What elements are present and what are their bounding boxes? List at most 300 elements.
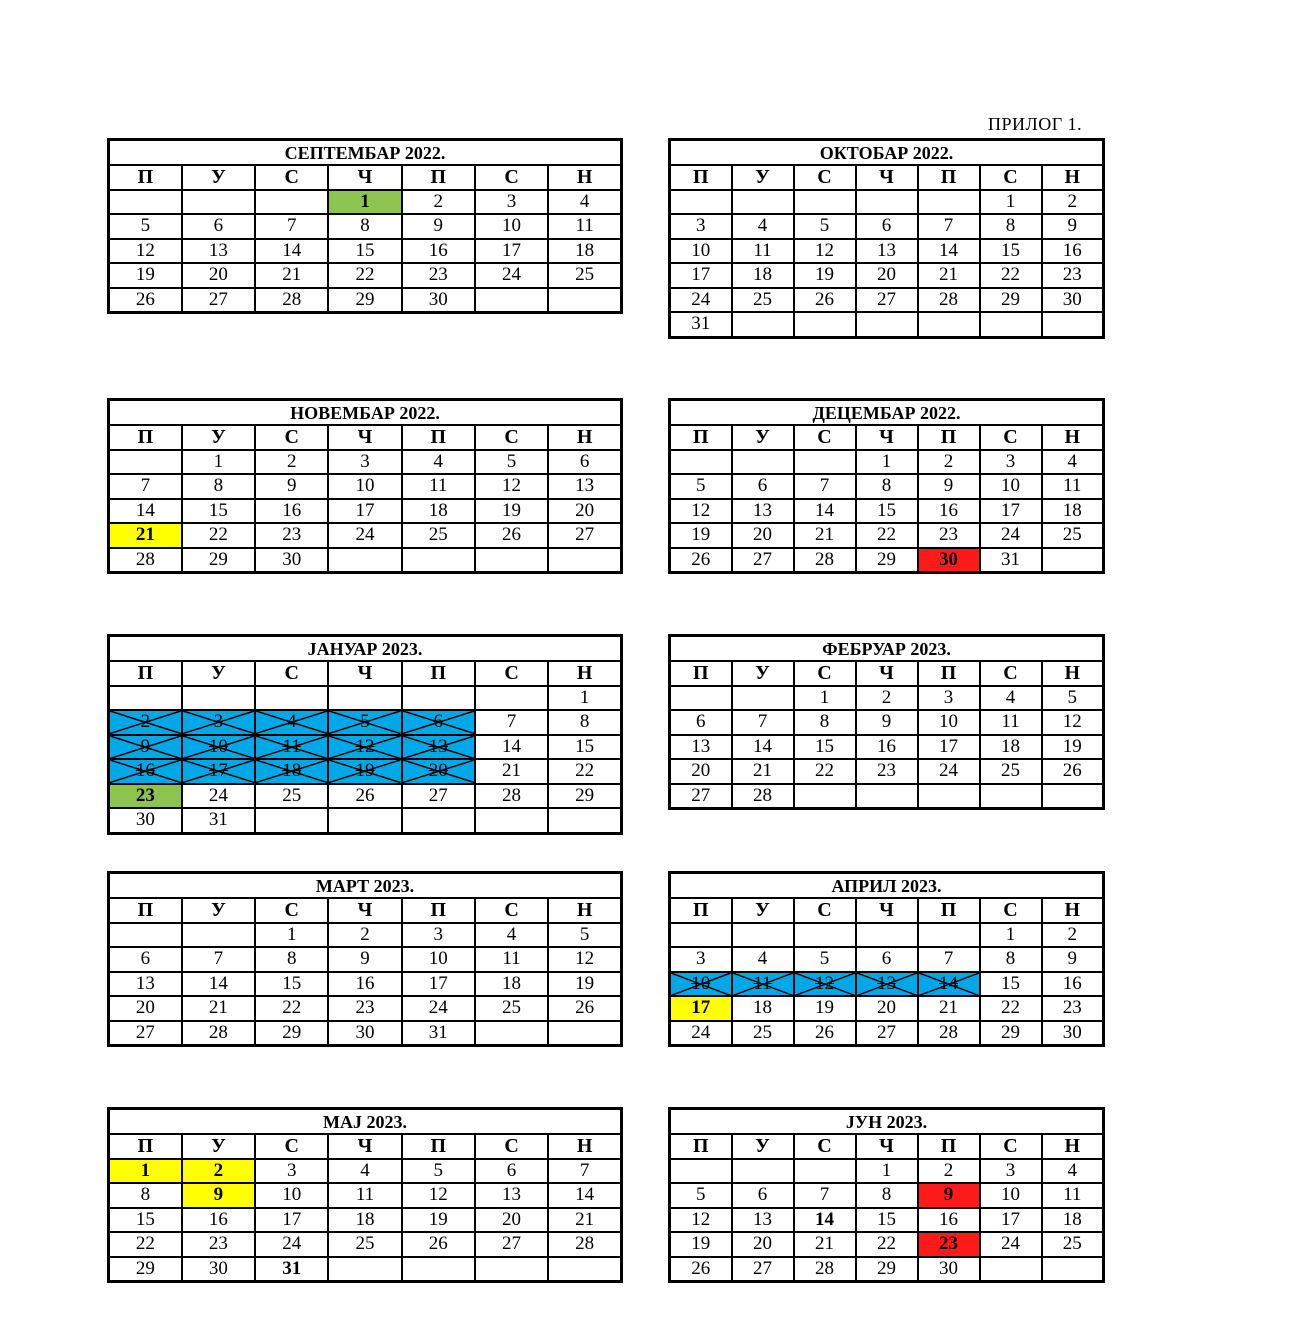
day-number: 28: [135, 548, 155, 570]
weekday-header: П: [109, 661, 182, 686]
day-number: 18: [1062, 1208, 1082, 1230]
day-number: 30: [428, 288, 448, 310]
day-cell: [328, 784, 401, 809]
empty-day-cell: [856, 190, 918, 215]
day-number: 19: [815, 997, 834, 1019]
day-cell: [980, 450, 1042, 475]
day-cell: [732, 214, 794, 239]
day-cell: [475, 1232, 548, 1257]
day-cell: [918, 1232, 980, 1257]
day-number: 16: [1062, 972, 1082, 994]
day-number: 13: [691, 735, 711, 757]
day-cell: [856, 1232, 918, 1257]
day-cell: [856, 1208, 918, 1233]
day-number: 31: [428, 1021, 448, 1043]
day-number: 10: [502, 215, 522, 237]
day-cell: [475, 214, 548, 239]
day-cell: [732, 784, 794, 809]
day-number: 25: [428, 524, 448, 546]
day-cell: [548, 523, 621, 548]
day-number: 12: [815, 972, 834, 994]
day-number: 14: [575, 1184, 595, 1206]
day-cell: [1042, 996, 1104, 1021]
day-cell: [732, 239, 794, 264]
day-cell: [918, 548, 980, 573]
day-cell: [732, 1208, 794, 1233]
day-cell: [109, 1257, 182, 1282]
empty-day-cell: [670, 923, 732, 948]
day-cell: [980, 1208, 1042, 1233]
empty-day-cell: [402, 548, 475, 573]
day-number: 14: [753, 735, 772, 757]
weekday-header: Н: [548, 165, 621, 190]
weekday-header: С: [255, 898, 328, 923]
day-cell: [548, 214, 621, 239]
day-cell: [109, 972, 182, 997]
day-number: 22: [208, 524, 228, 546]
day-number: 4: [506, 923, 517, 945]
day-number: 27: [753, 548, 772, 570]
day-cell: [328, 499, 401, 524]
day-cell: [548, 759, 621, 784]
weekday-header: У: [182, 661, 255, 686]
day-number: 20: [135, 997, 155, 1019]
day-cell: [856, 263, 918, 288]
day-number: 18: [428, 499, 448, 521]
day-cell: [670, 784, 732, 809]
day-number: 22: [877, 1233, 896, 1255]
empty-day-cell: [548, 1021, 621, 1046]
day-cell: [548, 499, 621, 524]
day-number: 11: [1063, 1184, 1082, 1206]
empty-day-cell: [856, 923, 918, 948]
empty-day-cell: [670, 450, 732, 475]
empty-day-cell: [109, 686, 182, 711]
day-number: 5: [1067, 686, 1077, 708]
day-cell: [980, 288, 1042, 313]
weekday-header: У: [732, 661, 794, 686]
day-cell: [109, 499, 182, 524]
day-number: 8: [286, 948, 297, 970]
day-number: 17: [208, 760, 228, 782]
day-number: 12: [502, 475, 522, 497]
day-number: 21: [753, 760, 772, 782]
month-title: ФЕБРУАР 2023.: [670, 636, 1104, 662]
month-calendar: [107, 634, 623, 835]
day-number: 2: [286, 450, 297, 472]
empty-day-cell: [732, 312, 794, 337]
day-cell: [794, 239, 856, 264]
day-number: 9: [943, 475, 954, 497]
day-cell: [328, 190, 401, 215]
day-number: 19: [1062, 735, 1082, 757]
day-number: 23: [208, 1233, 228, 1255]
day-cell: [856, 1021, 918, 1046]
day-cell: [328, 214, 401, 239]
day-number: 6: [579, 450, 590, 472]
day-number: 23: [939, 524, 958, 546]
day-cell: [255, 1159, 328, 1184]
day-number: 29: [877, 548, 896, 570]
day-cell: [255, 784, 328, 809]
empty-day-cell: [548, 288, 621, 313]
day-cell: [1042, 735, 1104, 760]
day-cell: [255, 1208, 328, 1233]
day-cell: [980, 996, 1042, 1021]
day-number: 4: [757, 948, 768, 970]
day-number: 26: [575, 997, 595, 1019]
day-cell: [918, 686, 980, 711]
day-number: 15: [282, 972, 302, 994]
day-number: 22: [815, 760, 834, 782]
day-number: 1: [579, 686, 590, 708]
day-cell: [402, 947, 475, 972]
day-cell: [732, 759, 794, 784]
day-cell: [548, 710, 621, 735]
day-cell: [794, 1257, 856, 1282]
day-cell: [980, 474, 1042, 499]
day-cell: [794, 972, 856, 997]
day-cell: [548, 1159, 621, 1184]
day-cell: [918, 996, 980, 1021]
empty-day-cell: [475, 808, 548, 833]
day-cell: [548, 474, 621, 499]
weekday-header: С: [475, 898, 548, 923]
weekday-header: С: [475, 425, 548, 450]
day-cell: [109, 1208, 182, 1233]
day-cell: [1042, 972, 1104, 997]
day-cell: [109, 710, 182, 735]
day-number: 14: [502, 735, 522, 757]
empty-day-cell: [980, 312, 1042, 337]
day-cell: [1042, 523, 1104, 548]
day-cell: [402, 759, 475, 784]
day-number: 2: [140, 711, 151, 733]
day-number: 3: [696, 215, 706, 237]
day-number: 12: [355, 735, 375, 757]
day-cell: [980, 239, 1042, 264]
weekday-header: П: [109, 1134, 182, 1159]
day-number: 16: [939, 1208, 958, 1230]
day-number: 29: [208, 548, 228, 570]
day-cell: [918, 1183, 980, 1208]
day-number: 9: [1067, 948, 1077, 970]
day-cell: [794, 263, 856, 288]
day-number: 22: [877, 524, 896, 546]
month-calendar: [107, 871, 623, 1047]
empty-day-cell: [794, 923, 856, 948]
day-number: 1: [881, 450, 892, 472]
day-number: 9: [213, 1184, 224, 1206]
day-cell: [475, 474, 548, 499]
day-number: 27: [691, 784, 711, 806]
day-number: 28: [815, 548, 834, 570]
day-cell: [670, 947, 732, 972]
day-cell: [732, 1183, 794, 1208]
day-number: 17: [691, 264, 711, 286]
empty-day-cell: [732, 923, 794, 948]
day-cell: [980, 499, 1042, 524]
weekday-header: С: [475, 1134, 548, 1159]
day-number: 24: [355, 524, 375, 546]
day-number: 2: [943, 450, 954, 472]
day-cell: [1042, 214, 1104, 239]
day-number: 24: [428, 997, 448, 1019]
day-number: 18: [502, 972, 522, 994]
day-number: 2: [1067, 190, 1077, 212]
day-number: 8: [1005, 215, 1016, 237]
weekday-header: С: [255, 425, 328, 450]
empty-day-cell: [732, 686, 794, 711]
day-number: 4: [360, 1159, 370, 1181]
day-number: 25: [502, 997, 522, 1019]
day-cell: [255, 735, 328, 760]
day-cell: [255, 523, 328, 548]
day-number: 12: [428, 1184, 448, 1206]
day-cell: [794, 1021, 856, 1046]
day-number: 8: [1005, 948, 1016, 970]
day-cell: [475, 523, 548, 548]
day-cell: [670, 474, 732, 499]
month-title: ДЕЦЕМБАР 2022.: [670, 400, 1104, 426]
empty-day-cell: [109, 923, 182, 948]
day-cell: [794, 499, 856, 524]
day-cell: [402, 996, 475, 1021]
day-number: 29: [355, 288, 375, 310]
day-number: 9: [140, 735, 151, 757]
day-cell: [1042, 190, 1104, 215]
day-number: 10: [1001, 475, 1020, 497]
day-cell: [670, 996, 732, 1021]
day-number: 31: [1001, 548, 1020, 570]
day-number: 28: [208, 1021, 228, 1043]
day-cell: [255, 996, 328, 1021]
day-cell: [182, 1208, 255, 1233]
day-cell: [548, 735, 621, 760]
day-cell: [856, 759, 918, 784]
day-cell: [328, 288, 401, 313]
month-title: ЈАНУАР 2023.: [109, 636, 622, 662]
day-number: 5: [140, 215, 151, 237]
day-number: 13: [428, 735, 448, 757]
day-cell: [402, 474, 475, 499]
day-cell: [732, 1257, 794, 1282]
day-cell: [670, 499, 732, 524]
weekday-header: П: [918, 165, 980, 190]
day-cell: [794, 686, 856, 711]
day-cell: [255, 972, 328, 997]
day-number: 30: [1062, 1021, 1082, 1043]
weekday-header: П: [918, 1134, 980, 1159]
day-number: 20: [877, 997, 896, 1019]
day-number: 22: [282, 997, 302, 1019]
day-number: 21: [815, 1233, 834, 1255]
day-number: 23: [1062, 264, 1082, 286]
day-number: 7: [579, 1159, 590, 1181]
weekday-header: Ч: [328, 425, 401, 450]
day-cell: [109, 214, 182, 239]
weekday-header: П: [670, 661, 732, 686]
day-number: 20: [753, 1233, 772, 1255]
day-cell: [182, 288, 255, 313]
day-number: 3: [696, 948, 706, 970]
day-cell: [1042, 1232, 1104, 1257]
weekday-header: С: [980, 661, 1042, 686]
day-cell: [918, 474, 980, 499]
day-cell: [980, 523, 1042, 548]
day-number: 4: [579, 190, 590, 212]
day-cell: [856, 214, 918, 239]
day-cell: [918, 1021, 980, 1046]
day-cell: [794, 288, 856, 313]
day-number: 5: [819, 948, 830, 970]
day-number: 24: [691, 288, 711, 310]
day-number: 8: [579, 711, 590, 733]
day-number: 2: [360, 923, 370, 945]
day-cell: [670, 1208, 732, 1233]
day-number: 21: [815, 524, 834, 546]
day-cell: [548, 923, 621, 948]
empty-day-cell: [856, 312, 918, 337]
day-cell: [328, 923, 401, 948]
day-cell: [670, 759, 732, 784]
empty-day-cell: [402, 686, 475, 711]
day-cell: [402, 288, 475, 313]
day-cell: [548, 263, 621, 288]
day-cell: [182, 450, 255, 475]
day-number: 18: [1001, 735, 1020, 757]
weekday-header: П: [918, 661, 980, 686]
day-number: 13: [877, 239, 896, 261]
day-number: 3: [943, 686, 954, 708]
day-cell: [732, 474, 794, 499]
day-number: 26: [428, 1233, 448, 1255]
day-cell: [1042, 710, 1104, 735]
day-cell: [255, 1021, 328, 1046]
day-number: 29: [877, 1257, 896, 1279]
day-cell: [980, 686, 1042, 711]
day-number: 30: [939, 1257, 958, 1279]
month-calendar: [107, 398, 623, 574]
day-cell: [1042, 239, 1104, 264]
day-number: 28: [815, 1257, 834, 1279]
day-number: 10: [939, 711, 958, 733]
day-number: 19: [355, 760, 375, 782]
day-cell: [980, 214, 1042, 239]
day-number: 23: [939, 1233, 958, 1255]
day-number: 8: [213, 475, 224, 497]
day-number: 12: [691, 499, 711, 521]
day-number: 16: [428, 239, 448, 261]
day-cell: [980, 923, 1042, 948]
day-cell: [255, 947, 328, 972]
month-calendar: [668, 1107, 1105, 1283]
day-number: 13: [753, 499, 772, 521]
weekday-header: Н: [1042, 425, 1104, 450]
day-cell: [794, 947, 856, 972]
day-number: 16: [939, 499, 958, 521]
day-number: 18: [575, 239, 595, 261]
day-number: 8: [881, 1184, 892, 1206]
day-number: 1: [1005, 190, 1016, 212]
empty-day-cell: [255, 808, 328, 833]
weekday-header: Ч: [328, 661, 401, 686]
day-number: 19: [502, 499, 522, 521]
empty-day-cell: [328, 548, 401, 573]
day-number: 30: [282, 548, 302, 570]
day-cell: [670, 239, 732, 264]
day-number: 22: [355, 264, 375, 286]
day-cell: [1042, 947, 1104, 972]
empty-day-cell: [182, 190, 255, 215]
day-cell: [1042, 450, 1104, 475]
empty-day-cell: [109, 190, 182, 215]
empty-day-cell: [1042, 548, 1104, 573]
day-number: 17: [355, 499, 375, 521]
empty-day-cell: [182, 923, 255, 948]
day-cell: [918, 288, 980, 313]
day-cell: [255, 1257, 328, 1282]
day-cell: [475, 450, 548, 475]
day-cell: [856, 548, 918, 573]
empty-day-cell: [794, 1159, 856, 1184]
day-cell: [109, 474, 182, 499]
empty-day-cell: [856, 784, 918, 809]
day-cell: [1042, 1159, 1104, 1184]
day-cell: [732, 288, 794, 313]
month-calendar: [668, 634, 1105, 810]
weekday-header: П: [670, 898, 732, 923]
day-cell: [1042, 1021, 1104, 1046]
day-number: 27: [575, 524, 595, 546]
day-number: 7: [943, 948, 954, 970]
day-number: 25: [355, 1233, 375, 1255]
day-cell: [109, 1232, 182, 1257]
day-cell: [109, 947, 182, 972]
empty-day-cell: [255, 190, 328, 215]
day-cell: [980, 1159, 1042, 1184]
day-number: 17: [428, 972, 448, 994]
day-cell: [182, 1257, 255, 1282]
day-cell: [980, 759, 1042, 784]
weekday-header: П: [402, 165, 475, 190]
month-title: МАРТ 2023.: [109, 873, 622, 899]
day-cell: [1042, 263, 1104, 288]
day-cell: [794, 735, 856, 760]
day-number: 26: [815, 1021, 834, 1043]
day-cell: [182, 947, 255, 972]
weekday-header: С: [255, 661, 328, 686]
day-number: 24: [502, 264, 522, 286]
day-number: 27: [428, 784, 448, 806]
day-number: 23: [355, 997, 375, 1019]
weekday-header: П: [670, 1134, 732, 1159]
month-calendar: [668, 871, 1105, 1047]
day-number: 7: [140, 475, 151, 497]
day-number: 8: [819, 711, 830, 733]
day-cell: [980, 548, 1042, 573]
month-title: АПРИЛ 2023.: [670, 873, 1104, 899]
day-cell: [670, 972, 732, 997]
day-number: 10: [1001, 1184, 1020, 1206]
day-cell: [182, 499, 255, 524]
day-number: 10: [355, 475, 375, 497]
day-cell: [255, 288, 328, 313]
empty-day-cell: [732, 1159, 794, 1184]
day-cell: [182, 759, 255, 784]
day-cell: [475, 996, 548, 1021]
day-number: 24: [282, 1233, 302, 1255]
